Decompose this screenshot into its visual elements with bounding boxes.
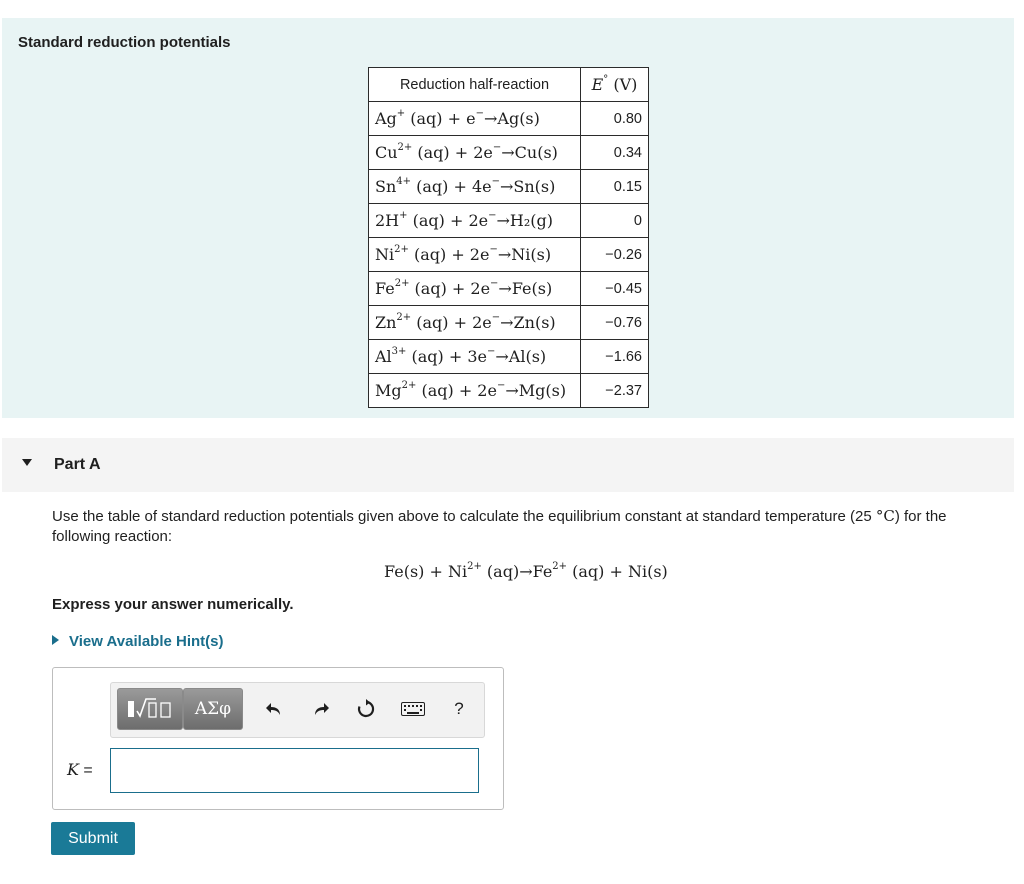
table-row: [369, 340, 649, 374]
potential-cell: 0: [581, 204, 649, 238]
potential-cell: −0.45: [581, 272, 649, 306]
half-reaction-cell: $Zn^{2+}$ (aq) + 2e−→Zn(s): [369, 306, 581, 340]
half-reaction-cell: $Ni^{2+}$ (aq) + 2e−→Ni(s): [369, 238, 581, 272]
reset-icon[interactable]: [351, 694, 381, 724]
table-row: [369, 238, 649, 272]
table-row: [369, 170, 649, 204]
answer-box: [52, 667, 504, 810]
help-icon[interactable]: ?: [454, 699, 464, 718]
header-potential: E° (V): [581, 68, 649, 102]
potential-cell: −0.76: [581, 306, 649, 340]
potential-cell: −2.37: [581, 374, 649, 408]
answer-instructions: Express your answer numerically.: [52, 596, 294, 613]
templates-button[interactable]: [117, 688, 183, 730]
table-row: [369, 102, 649, 136]
answer-input[interactable]: [110, 748, 479, 793]
potential-cell: 0.34: [581, 136, 649, 170]
symbols-button[interactable]: ΑΣφ: [183, 688, 243, 730]
undo-icon[interactable]: [259, 694, 289, 724]
table-row: [369, 306, 649, 340]
potential-cell: 0.80: [581, 102, 649, 136]
caret-down-icon[interactable]: [22, 459, 32, 466]
keyboard-icon[interactable]: [398, 694, 428, 724]
math-toolbar: [110, 682, 485, 738]
view-hints-link[interactable]: View Available Hint(s): [52, 633, 224, 650]
potential-cell: 0.15: [581, 170, 649, 204]
half-reaction-cell: Ag+ (aq) + e−→Ag(s): [369, 102, 581, 136]
table-row: [369, 272, 649, 306]
question-text: Use the table of standard reduction potentials given above to calculate the equilibrium constant at standard temperature (25 °C) for the following reaction:: [52, 507, 947, 545]
reaction-equation: $Fe(s) + Ni^{2+}$ $(aq)\to Fe^{2+}$ (aq) + Ni(s): [384, 560, 668, 581]
half-reaction-cell: $Al^{3+}$ (aq) + 3e−→Al(s): [369, 340, 581, 374]
part-title: Part A: [54, 456, 101, 473]
table-row: [369, 204, 649, 238]
half-reaction-cell: $Sn^{4+}$ (aq) + 4e−→Sn(s): [369, 170, 581, 204]
table-header-row: [369, 68, 649, 102]
part-a-header[interactable]: [2, 438, 1014, 492]
intro-title: Standard reduction potentials: [18, 34, 231, 51]
half-reaction-cell: $Cu^{2+}$ (aq) + 2e−→Cu(s): [369, 136, 581, 170]
submit-button[interactable]: Submit: [51, 822, 135, 855]
reduction-potentials-table: [368, 67, 649, 408]
table-row: [369, 374, 649, 408]
answer-variable-label: K =: [67, 760, 93, 779]
redo-icon[interactable]: [306, 694, 336, 724]
potential-cell: −0.26: [581, 238, 649, 272]
template-icon: [126, 697, 174, 721]
header-half-reaction: Reduction half-reaction: [369, 68, 581, 102]
table-row: [369, 136, 649, 170]
intro-panel: [2, 18, 1014, 418]
half-reaction-cell: $Fe^{2+}$ (aq) + 2e−→Fe(s): [369, 272, 581, 306]
half-reaction-cell: $Mg^{2+}$ (aq) + 2e−→Mg(s): [369, 374, 581, 408]
half-reaction-cell: 2H+ (aq) + 2e−→H₂(g): [369, 204, 581, 238]
caret-right-icon: [52, 635, 59, 645]
potential-cell: −1.66: [581, 340, 649, 374]
